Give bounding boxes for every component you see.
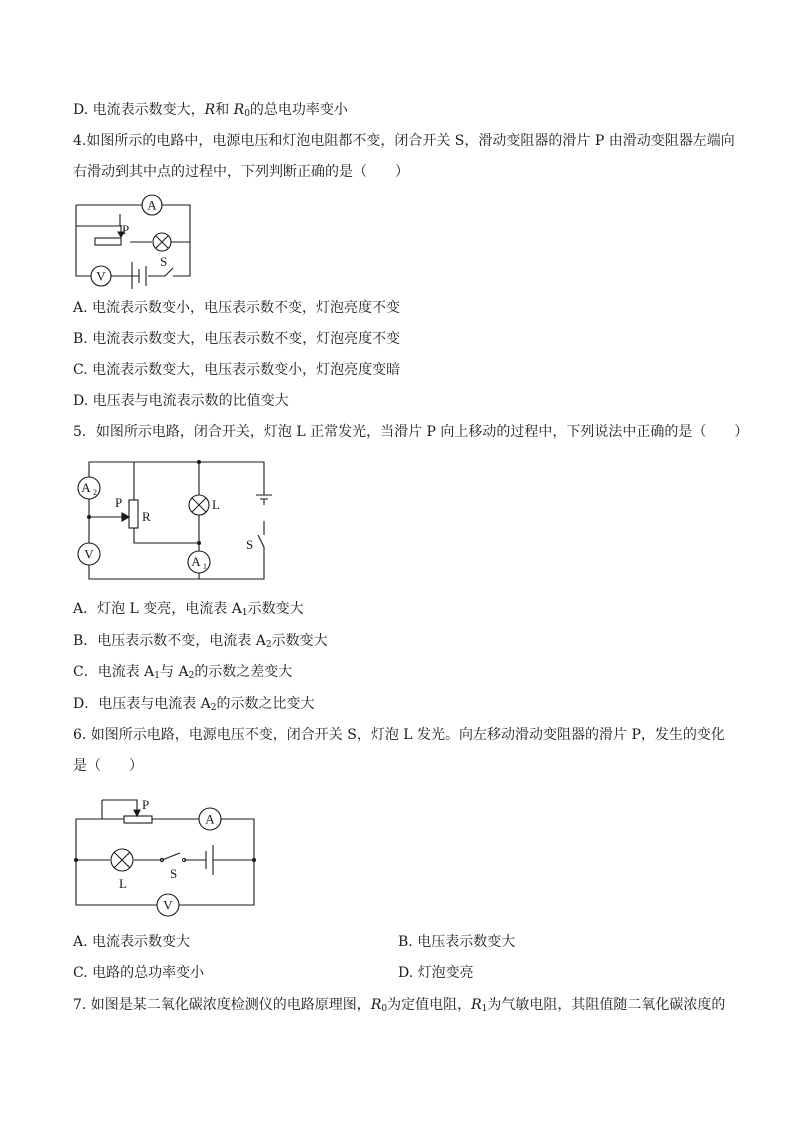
q6-slider-arrowhead (134, 810, 140, 816)
slider-label-p: P (122, 222, 130, 237)
q5-stem: 5．如图所示电路，闭合开关，灯泡 L 正常发光，当滑片 P 向上移动的过程中，下列说法中正确的是（ ） (73, 424, 749, 440)
q4-rheostat (95, 238, 121, 245)
q4-option-d: D. 电压表与电流表示数的比值变大 (73, 393, 289, 409)
q6-option-b: B. 电压表示数变大 (398, 934, 516, 950)
lamp-label-l: L (212, 497, 220, 512)
voltmeter-label: V (163, 897, 173, 913)
q5-optb-pre: B．电压表示数不变，电流表 A (73, 633, 266, 649)
q5-circuit-diagram (74, 455, 274, 585)
voltmeter-icon (91, 266, 111, 286)
q5-opta-pre: A．灯泡 L 变亮，电流表 A (73, 601, 242, 617)
q5-rheostat (129, 500, 138, 528)
q7-post: 为气敏电阻，其阻值随二氧化碳浓度的 (487, 997, 726, 1013)
q7-stem (73, 995, 725, 1015)
q5-optc-sub2: 2 (188, 671, 195, 681)
q5-optc-sub1: 1 (154, 671, 161, 681)
ammeter-icon (199, 808, 221, 830)
lamp-icon (111, 849, 133, 871)
a1-subscript: 1 (203, 562, 207, 571)
q5-slider-arrowhead (122, 513, 129, 521)
q4-right-wire (173, 242, 190, 276)
q4-option-a: A. 电流表示数变小，电压表示数不变，灯泡亮度不变 (73, 300, 401, 316)
q5-option-b (73, 631, 328, 651)
q5-option-d (73, 694, 315, 714)
r0-symbol: R (370, 997, 382, 1013)
q6-stem-line2: 是（ ） (73, 758, 143, 774)
ammeter-label: A (205, 811, 215, 827)
lamp-label-l: L (119, 876, 127, 891)
r-symbol: R (204, 102, 216, 118)
q3-optd-and: 和 (215, 102, 230, 118)
q4-option-b: B. 电流表示数变大，电压表示数不变，灯泡亮度不变 (73, 331, 401, 347)
q4-circuit-diagram (70, 192, 200, 292)
q5-battery (256, 495, 272, 499)
q6-option-c: C. 电路的总功率变小 (73, 965, 205, 981)
q5-optd-post: 的示数之比变大 (216, 696, 315, 712)
q5-optd-sub: 2 (210, 703, 217, 713)
resistor-label-r: R (142, 509, 151, 524)
q5-optc-mid: 与 A (160, 664, 189, 680)
slider-label-p: P (115, 495, 123, 510)
a2-label: A (81, 480, 91, 495)
q5-opta-post: 示数变大 (247, 601, 304, 617)
q6-slider-wire (102, 800, 137, 815)
ammeter-label: A (147, 197, 157, 213)
q4-option-c: C. 电流表示数变大，电压表示数变小，灯泡亮度变暗 (73, 362, 401, 378)
a1-label: A (191, 554, 201, 569)
q3-optd-suffix: 的总电功率变小 (249, 102, 348, 118)
ammeter-icon (142, 195, 162, 215)
q5-top-wire (89, 462, 264, 495)
switch-label-s: S (160, 254, 168, 269)
r1-symbol: R (471, 997, 482, 1013)
q3-optd-prefix: D. 电流表示数变大， (73, 102, 205, 118)
switch-label-s: S (246, 537, 254, 552)
lamp-icon (153, 233, 171, 251)
switch-label-s: S (170, 866, 178, 881)
q6-option-d: D. 灯泡变亮 (398, 965, 474, 981)
r0-symbol: R (233, 102, 245, 118)
q7-mid: 为定值电阻， (387, 997, 472, 1013)
q4-battery (132, 266, 146, 286)
slider-label-p: P (142, 797, 150, 812)
q5-option-c (73, 662, 292, 682)
r0-subscript: 0 (244, 109, 250, 119)
q6-stem-line1: 6. 如图所示电路，电源电压不变，闭合开关 S，灯泡 L 发光。向左移动滑动变阻器的滑片 P，发生的变化 (73, 727, 725, 743)
lamp-icon (189, 495, 209, 515)
ammeter-a1-icon (188, 551, 210, 573)
q5-option-a (73, 599, 304, 619)
a2-subscript: 2 (93, 488, 97, 497)
q5-optb-post: 示数变大 (271, 633, 328, 649)
voltmeter-icon (157, 894, 179, 916)
voltmeter-label: V (84, 546, 94, 562)
q6-circuit-diagram (72, 793, 262, 918)
q4-stem-line2: 右滑动到其中点的过程中，下列判断正确的是（ ） (73, 164, 409, 180)
r1-subscript: 1 (481, 1004, 488, 1014)
q6-top-wire (76, 819, 254, 860)
q6-rheostat (124, 816, 152, 823)
voltmeter-icon (78, 543, 100, 565)
q5-left-bottom-wire (89, 499, 264, 579)
q6-mid-wire (76, 845, 254, 875)
r0-subscript: 0 (381, 1004, 388, 1014)
q4-top-wire (76, 205, 190, 242)
voltmeter-label: V (96, 268, 106, 284)
q5-optb-sub: 2 (265, 640, 272, 650)
q5-opta-sub: 1 (241, 608, 248, 618)
q5-optc-pre: C．电流表 A (73, 664, 155, 680)
q6-option-a: A. 电流表示数变大 (73, 934, 191, 950)
q7-pre: 7. 如图是某二氧化碳浓度检测仪的电路原理图， (73, 997, 371, 1013)
q5-optc-post: 的示数之差变大 (194, 664, 293, 680)
q5-optd-pre: D．电压表与电流表 A (73, 696, 211, 712)
q3-option-d (73, 100, 348, 120)
ammeter-a2-icon (78, 477, 100, 499)
q4-stem-line1: 4.如图所示的电路中，电源电压和灯泡电阻都不变，闭合开关 S，滑动变阻器的滑片 P 由滑动变阻器左端向 (73, 133, 735, 149)
